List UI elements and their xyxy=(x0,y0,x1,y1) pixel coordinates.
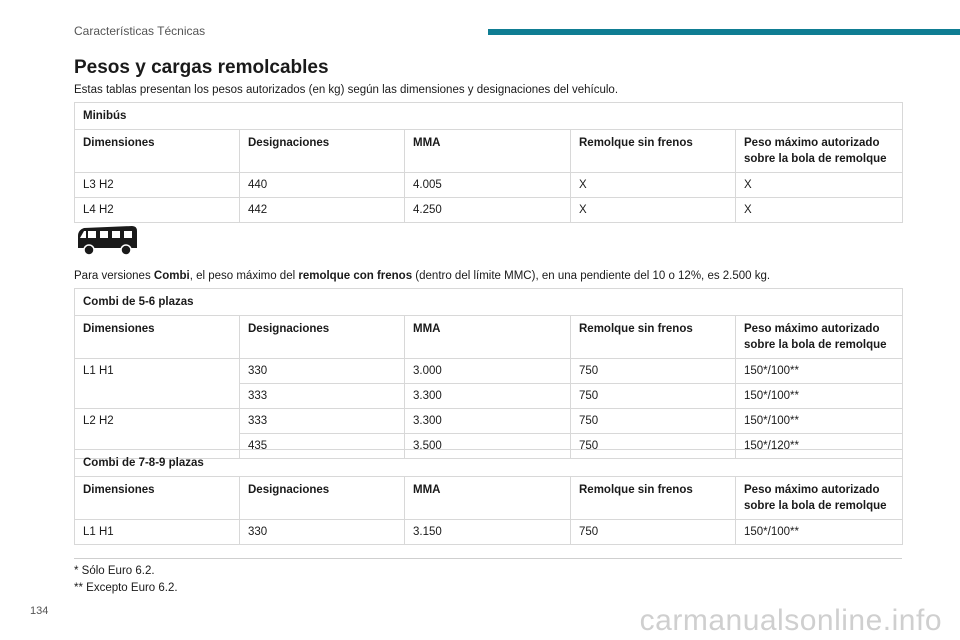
col-header-peso-bola: Peso máximo autorizado sobre la bola de remolque xyxy=(736,316,903,359)
table-cell: 333 xyxy=(240,384,405,409)
table-cell: 3.150 xyxy=(405,520,571,545)
col-header-remolque: Remolque sin frenos xyxy=(571,130,736,173)
table-cell: 330 xyxy=(240,520,405,545)
table-cell: 750 xyxy=(571,359,736,384)
table-cell: 150*/100** xyxy=(736,359,903,384)
watermark: carmanualsonline.info xyxy=(639,604,942,637)
col-header-designaciones: Designaciones xyxy=(240,130,405,173)
table-cell: 333 xyxy=(240,409,405,434)
table-row xyxy=(75,384,903,409)
van-icon xyxy=(74,222,140,258)
table-cell: L1 H1 xyxy=(75,359,240,384)
table-cell: X xyxy=(571,198,736,223)
table-cell xyxy=(75,384,240,409)
col-header-remolque: Remolque sin frenos xyxy=(571,477,736,520)
table-cell: 150*/120** xyxy=(736,434,903,459)
combi-note: Para versiones Combi, el peso máximo del remolque con frenos (dentro del límite MMC), en una pendiente del 10 o 12%, es 2.500 kg. xyxy=(74,270,771,282)
col-header-dimensiones: Dimensiones xyxy=(75,316,240,359)
table-caption: Combi de 7-8-9 plazas xyxy=(75,450,903,477)
footnote-1: * Sólo Euro 6.2. xyxy=(74,565,155,577)
table-row xyxy=(75,520,903,545)
col-header-dimensiones: Dimensiones xyxy=(75,477,240,520)
header-accent-bar xyxy=(488,29,960,35)
table-row xyxy=(75,198,903,223)
col-header-mma: MMA xyxy=(405,316,571,359)
table-cell: L2 H2 xyxy=(75,409,240,434)
table-cell: 750 xyxy=(571,520,736,545)
table-cell: 150*/100** xyxy=(736,409,903,434)
table-cell: 442 xyxy=(240,198,405,223)
table-cell: 4.250 xyxy=(405,198,571,223)
table-cell: L1 H1 xyxy=(75,520,240,545)
table-cell: 330 xyxy=(240,359,405,384)
col-header-dimensiones: Dimensiones xyxy=(75,130,240,173)
table-cell: 3.300 xyxy=(405,384,571,409)
col-header-designaciones: Designaciones xyxy=(240,477,405,520)
table-cell: 3.300 xyxy=(405,409,571,434)
table-cell: 750 xyxy=(571,384,736,409)
table-cell: 3.000 xyxy=(405,359,571,384)
table-cell: L4 H2 xyxy=(75,198,240,223)
col-header-remolque: Remolque sin frenos xyxy=(571,316,736,359)
col-header-designaciones: Designaciones xyxy=(240,316,405,359)
combi-7-8-9-table xyxy=(74,449,903,545)
table-cell: 150*/100** xyxy=(736,520,903,545)
section-header: Características Técnicas xyxy=(74,24,206,38)
footnote-2: ** Excepto Euro 6.2. xyxy=(74,582,178,594)
combi-5-6-table xyxy=(74,288,903,459)
table-cell: 150*/100** xyxy=(736,384,903,409)
table-cell: X xyxy=(571,173,736,198)
table-cell: 750 xyxy=(571,409,736,434)
table-cell: 440 xyxy=(240,173,405,198)
table-cell: 3.500 xyxy=(405,434,571,459)
table-caption: Minibús xyxy=(75,103,903,130)
table-cell: X xyxy=(736,173,903,198)
table-caption: Combi de 5-6 plazas xyxy=(75,289,903,316)
col-header-peso-bola: Peso máximo autorizado sobre la bola de remolque xyxy=(736,477,903,520)
table-cell: L3 H2 xyxy=(75,173,240,198)
col-header-peso-bola: Peso máximo autorizado sobre la bola de remolque xyxy=(736,130,903,173)
table-cell: 4.005 xyxy=(405,173,571,198)
minibus-table xyxy=(74,102,903,223)
page-number: 134 xyxy=(30,605,49,617)
table-cell: 435 xyxy=(240,434,405,459)
table-cell: 750 xyxy=(571,434,736,459)
col-header-mma: MMA xyxy=(405,130,571,173)
footnote-divider xyxy=(74,558,902,559)
page-title: Pesos y cargas remolcables xyxy=(74,57,329,78)
table-row xyxy=(75,359,903,384)
table-row xyxy=(75,173,903,198)
table-row xyxy=(75,409,903,434)
col-header-mma: MMA xyxy=(405,477,571,520)
intro-text: Estas tablas presentan los pesos autorizados (en kg) según las dimensiones y designaciones del vehículo. xyxy=(74,84,619,96)
table-cell: X xyxy=(736,198,903,223)
